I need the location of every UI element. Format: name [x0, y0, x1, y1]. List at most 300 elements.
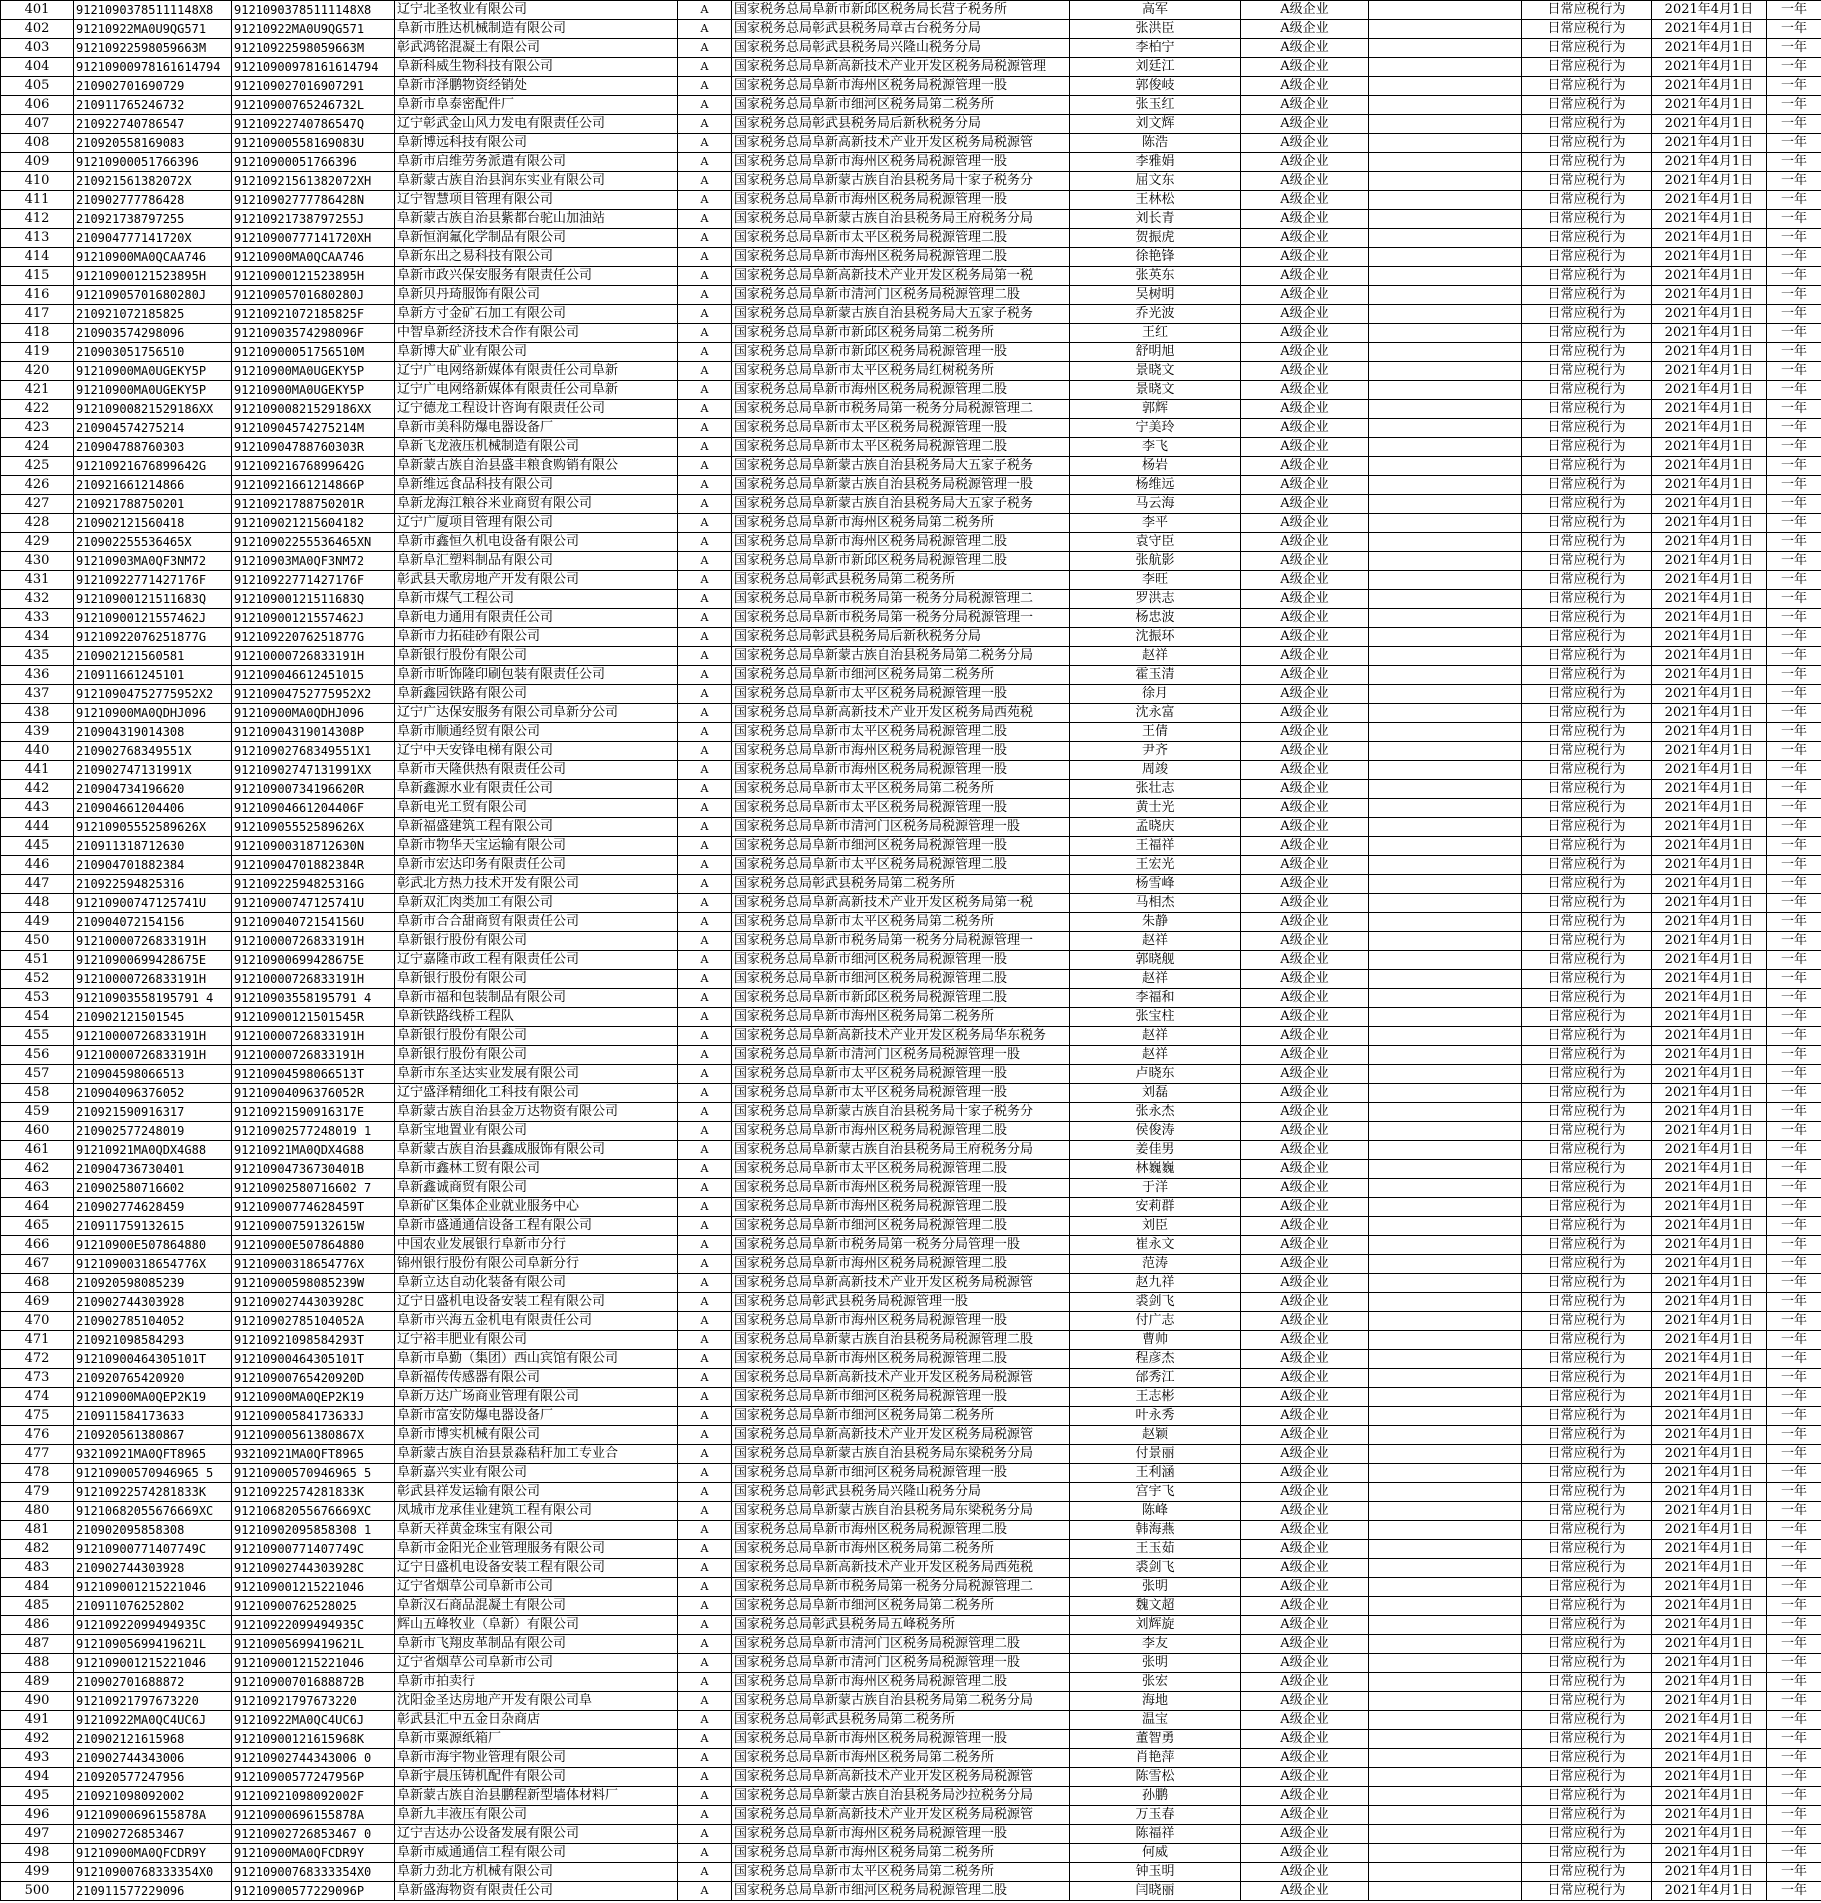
table-row: [1, 799, 1821, 818]
credit-code-cell: 91210921797673220: [232, 1692, 395, 1711]
empty-cell: [1369, 248, 1522, 267]
row-number-cell: 439: [1, 723, 74, 742]
company-name-cell: 阜新市阜泰密配件厂: [395, 96, 678, 115]
table-row: [1, 761, 1821, 780]
company-name-cell: 阜新蒙古族自治县润东实业有限公司: [395, 172, 678, 191]
credit-level-cell: A级企业: [1241, 1426, 1369, 1445]
company-name-cell: 阜新市福和包装制品有限公司: [395, 989, 678, 1008]
contact-person-cell: 黄士光: [1070, 799, 1241, 818]
tax-behavior-cell: 日常应税行为: [1522, 1369, 1652, 1388]
row-number-cell: 437: [1, 685, 74, 704]
tax-behavior-cell: 日常应税行为: [1522, 1426, 1652, 1445]
grade-letter-cell: A: [678, 742, 732, 761]
tax-behavior-cell: 日常应税行为: [1522, 647, 1652, 666]
effective-date-cell: 2021年4月1日: [1652, 248, 1767, 267]
company-name-cell: 阜新电力通用有限责任公司: [395, 609, 678, 628]
old-tax-id-cell: 210902577248019: [74, 1122, 232, 1141]
validity-period-cell: 一年: [1767, 1692, 1821, 1711]
tax-bureau-cell: 国家税务总局彰武县税务局章古台税务分局: [732, 20, 1070, 39]
credit-level-cell: A级企业: [1241, 1806, 1369, 1825]
validity-period-cell: 一年: [1767, 1103, 1821, 1122]
effective-date-cell: 2021年4月1日: [1652, 1008, 1767, 1027]
grade-letter-cell: A: [678, 1084, 732, 1103]
contact-person-cell: 范涛: [1070, 1255, 1241, 1274]
effective-date-cell: 2021年4月1日: [1652, 1464, 1767, 1483]
validity-period-cell: 一年: [1767, 1578, 1821, 1597]
empty-cell: [1369, 381, 1522, 400]
tax-behavior-cell: 日常应税行为: [1522, 1008, 1652, 1027]
company-name-cell: 阜新市美科防爆电器设备厂: [395, 419, 678, 438]
effective-date-cell: 2021年4月1日: [1652, 305, 1767, 324]
credit-code-cell: 912109001215221046: [232, 1654, 395, 1673]
old-tax-id-cell: 91210900768333354X0: [74, 1863, 232, 1882]
empty-cell: [1369, 58, 1522, 77]
credit-level-cell: A级企业: [1241, 400, 1369, 419]
table-row: [1, 1255, 1821, 1274]
old-tax-id-cell: 210921098092002: [74, 1787, 232, 1806]
grade-letter-cell: A: [678, 628, 732, 647]
tax-behavior-cell: 日常应税行为: [1522, 39, 1652, 58]
row-number-cell: 418: [1, 324, 74, 343]
effective-date-cell: 2021年4月1日: [1652, 780, 1767, 799]
tax-bureau-cell: 国家税务总局阜新市太平区税务局税源管理二股: [732, 229, 1070, 248]
tax-bureau-cell: 国家税务总局阜新市海州区税务局第二税务所: [732, 1844, 1070, 1863]
grade-letter-cell: A: [678, 229, 732, 248]
contact-person-cell: 裘剑飞: [1070, 1293, 1241, 1312]
credit-code-cell: 91210902580716602 7: [232, 1179, 395, 1198]
grade-letter-cell: A: [678, 1445, 732, 1464]
empty-cell: [1369, 1160, 1522, 1179]
validity-period-cell: 一年: [1767, 856, 1821, 875]
credit-code-cell: 91210900318712630N: [232, 837, 395, 856]
old-tax-id-cell: 210902744303928: [74, 1293, 232, 1312]
contact-person-cell: 裘剑飞: [1070, 1559, 1241, 1578]
contact-person-cell: 温宝: [1070, 1711, 1241, 1730]
old-tax-id-cell: 210911759132615: [74, 1217, 232, 1236]
table-row: [1, 1122, 1821, 1141]
tax-bureau-cell: 国家税务总局阜新蒙古族自治县税务局大五家子税务: [732, 305, 1070, 324]
empty-cell: [1369, 362, 1522, 381]
old-tax-id-cell: 210904734196620: [74, 780, 232, 799]
effective-date-cell: 2021年4月1日: [1652, 1331, 1767, 1350]
credit-code-cell: 91210921098584293T: [232, 1331, 395, 1350]
old-tax-id-cell: 210922740786547: [74, 115, 232, 134]
effective-date-cell: 2021年4月1日: [1652, 1863, 1767, 1882]
contact-person-cell: 张明: [1070, 1654, 1241, 1673]
tax-behavior-cell: 日常应税行为: [1522, 96, 1652, 115]
row-number-cell: 466: [1, 1236, 74, 1255]
credit-code-cell: 91210900121511683Q: [232, 590, 395, 609]
company-name-cell: 彰武北方热力技术开发有限公司: [395, 875, 678, 894]
empty-cell: [1369, 20, 1522, 39]
company-name-cell: 阜新龙海江粮谷米业商贸有限公司: [395, 495, 678, 514]
tax-behavior-cell: 日常应税行为: [1522, 1635, 1652, 1654]
effective-date-cell: 2021年4月1日: [1652, 400, 1767, 419]
contact-person-cell: 陈福祥: [1070, 1825, 1241, 1844]
tax-behavior-cell: 日常应税行为: [1522, 1350, 1652, 1369]
grade-letter-cell: A: [678, 1103, 732, 1122]
contact-person-cell: 于洋: [1070, 1179, 1241, 1198]
empty-cell: [1369, 780, 1522, 799]
credit-level-cell: A级企业: [1241, 1882, 1369, 1901]
table-row: [1, 1616, 1821, 1635]
tax-behavior-cell: 日常应税行为: [1522, 571, 1652, 590]
validity-period-cell: 一年: [1767, 1616, 1821, 1635]
company-name-cell: 阜新市启维劳务派遣有限公司: [395, 153, 678, 172]
empty-cell: [1369, 1787, 1522, 1806]
tax-bureau-cell: 国家税务总局阜新市海州区税务局税源管理二股: [732, 533, 1070, 552]
credit-level-cell: A级企业: [1241, 210, 1369, 229]
row-number-cell: 402: [1, 20, 74, 39]
contact-person-cell: 崔永文: [1070, 1236, 1241, 1255]
grade-letter-cell: A: [678, 1616, 732, 1635]
contact-person-cell: 李飞: [1070, 438, 1241, 457]
old-tax-id-cell: 91210922771427176F: [74, 571, 232, 590]
company-name-cell: 阜新九丰液压有限公司: [395, 1806, 678, 1825]
grade-letter-cell: A: [678, 1274, 732, 1293]
grade-letter-cell: A: [678, 894, 732, 913]
contact-person-cell: 朱静: [1070, 913, 1241, 932]
empty-cell: [1369, 1217, 1522, 1236]
company-name-cell: 辽宁省烟草公司阜新市公司: [395, 1578, 678, 1597]
contact-person-cell: 高军: [1070, 1, 1241, 20]
row-number-cell: 488: [1, 1654, 74, 1673]
validity-period-cell: 一年: [1767, 1388, 1821, 1407]
grade-letter-cell: A: [678, 1160, 732, 1179]
effective-date-cell: 2021年4月1日: [1652, 1578, 1767, 1597]
contact-person-cell: 李雅娟: [1070, 153, 1241, 172]
old-tax-id-cell: 91210904752775952X2: [74, 685, 232, 704]
validity-period-cell: 一年: [1767, 1635, 1821, 1654]
effective-date-cell: 2021年4月1日: [1652, 1673, 1767, 1692]
row-number-cell: 478: [1, 1464, 74, 1483]
validity-period-cell: 一年: [1767, 818, 1821, 837]
validity-period-cell: 一年: [1767, 552, 1821, 571]
table-row: [1, 172, 1821, 191]
credit-code-cell: 91210922771427176F: [232, 571, 395, 590]
row-number-cell: 420: [1, 362, 74, 381]
company-name-cell: 阜新市力拓硅砂有限公司: [395, 628, 678, 647]
contact-person-cell: 刘长青: [1070, 210, 1241, 229]
empty-cell: [1369, 77, 1522, 96]
effective-date-cell: 2021年4月1日: [1652, 1426, 1767, 1445]
company-name-cell: 辽宁北圣牧业有限公司: [395, 1, 678, 20]
contact-person-cell: 王玉茹: [1070, 1540, 1241, 1559]
table-row: [1, 438, 1821, 457]
effective-date-cell: 2021年4月1日: [1652, 1787, 1767, 1806]
empty-cell: [1369, 1445, 1522, 1464]
table-row: [1, 818, 1821, 837]
tax-bureau-cell: 国家税务总局阜新蒙古族自治县税务局税源管理二股: [732, 1331, 1070, 1350]
empty-cell: [1369, 704, 1522, 723]
old-tax-id-cell: 210920577247956: [74, 1768, 232, 1787]
effective-date-cell: 2021年4月1日: [1652, 1730, 1767, 1749]
effective-date-cell: 2021年4月1日: [1652, 1540, 1767, 1559]
table-row: [1, 1844, 1821, 1863]
empty-cell: [1369, 229, 1522, 248]
old-tax-id-cell: 210921738797255: [74, 210, 232, 229]
grade-letter-cell: A: [678, 932, 732, 951]
empty-cell: [1369, 685, 1522, 704]
contact-person-cell: 孙鹏: [1070, 1787, 1241, 1806]
grade-letter-cell: A: [678, 305, 732, 324]
tax-bureau-cell: 国家税务总局阜新市太平区税务局第二税务所: [732, 780, 1070, 799]
tax-bureau-cell: 国家税务总局阜新蒙古族自治县税务局沙拉税务分局: [732, 1787, 1070, 1806]
contact-person-cell: 袁守臣: [1070, 533, 1241, 552]
tax-behavior-cell: 日常应税行为: [1522, 533, 1652, 552]
validity-period-cell: 一年: [1767, 1863, 1821, 1882]
tax-bureau-cell: 国家税务总局阜新市太平区税务局税源管理二股: [732, 723, 1070, 742]
company-name-cell: 阜新市物华天宝运输有限公司: [395, 837, 678, 856]
credit-code-cell: 91210904736730401B: [232, 1160, 395, 1179]
table-row: [1, 533, 1821, 552]
grade-letter-cell: A: [678, 761, 732, 780]
contact-person-cell: 张宏: [1070, 1673, 1241, 1692]
row-number-cell: 431: [1, 571, 74, 590]
credit-level-cell: A级企业: [1241, 1768, 1369, 1787]
company-name-cell: 阜新市宏达印务有限责任公司: [395, 856, 678, 875]
effective-date-cell: 2021年4月1日: [1652, 1350, 1767, 1369]
tax-bureau-cell: 国家税务总局阜新高新技术产业开发区税务局西苑税: [732, 1559, 1070, 1578]
contact-person-cell: 徐月: [1070, 685, 1241, 704]
company-name-cell: 阜新蒙古族自治县金万达物资有限公司: [395, 1103, 678, 1122]
table-row: [1, 134, 1821, 153]
company-name-cell: 中国农业发展银行阜新市分行: [395, 1236, 678, 1255]
grade-letter-cell: A: [678, 20, 732, 39]
empty-cell: [1369, 1692, 1522, 1711]
table-row: [1, 1331, 1821, 1350]
credit-code-cell: 91210902744343006 0: [232, 1749, 395, 1768]
company-name-cell: 阜新市胜达机械制造有限公司: [395, 20, 678, 39]
credit-level-cell: A级企业: [1241, 1464, 1369, 1483]
effective-date-cell: 2021年4月1日: [1652, 1654, 1767, 1673]
validity-period-cell: 一年: [1767, 742, 1821, 761]
table-row: [1, 514, 1821, 533]
contact-person-cell: 张英东: [1070, 267, 1241, 286]
credit-code-cell: 91210902255536465XN: [232, 533, 395, 552]
tax-behavior-cell: 日常应税行为: [1522, 305, 1652, 324]
tax-bureau-cell: 国家税务总局阜新高新技术产业开发区税务局税源管: [732, 1768, 1070, 1787]
empty-cell: [1369, 1, 1522, 20]
credit-code-cell: 91210900MA0QFCDR9Y: [232, 1844, 395, 1863]
contact-person-cell: 周竣: [1070, 761, 1241, 780]
row-number-cell: 414: [1, 248, 74, 267]
grade-letter-cell: A: [678, 1369, 732, 1388]
company-name-cell: 阜新蒙古族自治县鑫成服饰有限公司: [395, 1141, 678, 1160]
old-tax-id-cell: 210902777786428: [74, 191, 232, 210]
old-tax-id-cell: 210921098584293: [74, 1331, 232, 1350]
credit-code-cell: 91210921590916317E: [232, 1103, 395, 1122]
tax-bureau-cell: 国家税务总局阜新市海州区税务局税源管理二股: [732, 1521, 1070, 1540]
credit-code-cell: 912109001215221046: [232, 1578, 395, 1597]
table-row: [1, 1502, 1821, 1521]
row-number-cell: 401: [1, 1, 74, 20]
tax-bureau-cell: 国家税务总局阜新蒙古族自治县税务局王府税务分局: [732, 1141, 1070, 1160]
company-name-cell: 阜新市政兴保安服务有限责任公司: [395, 267, 678, 286]
company-name-cell: 阜新立达自动化装备有限公司: [395, 1274, 678, 1293]
credit-code-cell: 91210902777786428N: [232, 191, 395, 210]
validity-period-cell: 一年: [1767, 1749, 1821, 1768]
contact-person-cell: 王倩: [1070, 723, 1241, 742]
credit-code-cell: 91210900051756510M: [232, 343, 395, 362]
old-tax-id-cell: 210902747131991X: [74, 761, 232, 780]
effective-date-cell: 2021年4月1日: [1652, 1597, 1767, 1616]
tax-behavior-cell: 日常应税行为: [1522, 989, 1652, 1008]
tax-behavior-cell: 日常应税行为: [1522, 1407, 1652, 1426]
contact-person-cell: 卢晓东: [1070, 1065, 1241, 1084]
row-number-cell: 460: [1, 1122, 74, 1141]
credit-code-cell: 91210900577247956P: [232, 1768, 395, 1787]
old-tax-id-cell: 91210900121557462J: [74, 609, 232, 628]
effective-date-cell: 2021年4月1日: [1652, 1844, 1767, 1863]
contact-person-cell: 张宝柱: [1070, 1008, 1241, 1027]
tax-behavior-cell: 日常应税行为: [1522, 267, 1652, 286]
validity-period-cell: 一年: [1767, 495, 1821, 514]
table-row: [1, 495, 1821, 514]
empty-cell: [1369, 1464, 1522, 1483]
empty-cell: [1369, 970, 1522, 989]
old-tax-id-cell: 91210905699419621L: [74, 1635, 232, 1654]
tax-bureau-cell: 国家税务总局阜新市海州区税务局税源管理一股: [732, 761, 1070, 780]
effective-date-cell: 2021年4月1日: [1652, 1502, 1767, 1521]
row-number-cell: 434: [1, 628, 74, 647]
validity-period-cell: 一年: [1767, 1787, 1821, 1806]
validity-period-cell: 一年: [1767, 894, 1821, 913]
effective-date-cell: 2021年4月1日: [1652, 153, 1767, 172]
empty-cell: [1369, 1274, 1522, 1293]
tax-behavior-cell: 日常应税行为: [1522, 1312, 1652, 1331]
credit-code-cell: 91210921MA0QDX4G88: [232, 1141, 395, 1160]
empty-cell: [1369, 989, 1522, 1008]
validity-period-cell: 一年: [1767, 286, 1821, 305]
validity-period-cell: 一年: [1767, 1065, 1821, 1084]
credit-code-cell: 91210900558169083U: [232, 134, 395, 153]
contact-person-cell: 沈永富: [1070, 704, 1241, 723]
table-row: [1, 932, 1821, 951]
credit-level-cell: A级企业: [1241, 1673, 1369, 1692]
row-number-cell: 483: [1, 1559, 74, 1578]
contact-person-cell: 陈峰: [1070, 1502, 1241, 1521]
contact-person-cell: 付广志: [1070, 1312, 1241, 1331]
contact-person-cell: 王林松: [1070, 191, 1241, 210]
credit-code-cell: 91210903MA0QF3NM72: [232, 552, 395, 571]
credit-level-cell: A级企业: [1241, 267, 1369, 286]
credit-level-cell: A级企业: [1241, 1274, 1369, 1293]
empty-cell: [1369, 552, 1522, 571]
grade-letter-cell: A: [678, 267, 732, 286]
contact-person-cell: 杨岩: [1070, 457, 1241, 476]
company-name-cell: 阜新博大矿业有限公司: [395, 343, 678, 362]
effective-date-cell: 2021年4月1日: [1652, 1065, 1767, 1084]
row-number-cell: 497: [1, 1825, 74, 1844]
empty-cell: [1369, 647, 1522, 666]
contact-person-cell: 尹齐: [1070, 742, 1241, 761]
empty-cell: [1369, 1559, 1522, 1578]
effective-date-cell: 2021年4月1日: [1652, 742, 1767, 761]
tax-behavior-cell: 日常应税行为: [1522, 1863, 1652, 1882]
row-number-cell: 412: [1, 210, 74, 229]
credit-level-cell: A级企业: [1241, 1559, 1369, 1578]
empty-cell: [1369, 495, 1522, 514]
contact-person-cell: 安莉群: [1070, 1198, 1241, 1217]
tax-behavior-cell: 日常应税行为: [1522, 856, 1652, 875]
empty-cell: [1369, 1521, 1522, 1540]
tax-behavior-cell: 日常应税行为: [1522, 913, 1652, 932]
tax-behavior-cell: 日常应税行为: [1522, 1331, 1652, 1350]
validity-period-cell: 一年: [1767, 1597, 1821, 1616]
grade-letter-cell: A: [678, 1, 732, 20]
tax-bureau-cell: 国家税务总局阜新市细河区税务局税源管理二股: [732, 1217, 1070, 1236]
tax-behavior-cell: 日常应税行为: [1522, 1711, 1652, 1730]
tax-behavior-cell: 日常应税行为: [1522, 343, 1652, 362]
old-tax-id-cell: 91210921MA0QDX4G88: [74, 1141, 232, 1160]
tax-behavior-cell: 日常应税行为: [1522, 1806, 1652, 1825]
row-number-cell: 407: [1, 115, 74, 134]
row-number-cell: 419: [1, 343, 74, 362]
company-name-cell: 阜新市鑫恒久机电设备有限公司: [395, 533, 678, 552]
row-number-cell: 445: [1, 837, 74, 856]
row-number-cell: 454: [1, 1008, 74, 1027]
table-row: [1, 1065, 1821, 1084]
tax-bureau-cell: 国家税务总局阜新市细河区税务局第二税务所: [732, 666, 1070, 685]
credit-level-cell: A级企业: [1241, 286, 1369, 305]
old-tax-id-cell: 210911584173633: [74, 1407, 232, 1426]
row-number-cell: 461: [1, 1141, 74, 1160]
contact-person-cell: 马相杰: [1070, 894, 1241, 913]
grade-letter-cell: A: [678, 1388, 732, 1407]
row-number-cell: 481: [1, 1521, 74, 1540]
tax-behavior-cell: 日常应税行为: [1522, 381, 1652, 400]
empty-cell: [1369, 1312, 1522, 1331]
tax-behavior-cell: 日常应税行为: [1522, 229, 1652, 248]
tax-behavior-cell: 日常应税行为: [1522, 1464, 1652, 1483]
effective-date-cell: 2021年4月1日: [1652, 894, 1767, 913]
credit-level-cell: A级企业: [1241, 628, 1369, 647]
validity-period-cell: 一年: [1767, 343, 1821, 362]
contact-person-cell: 张玉红: [1070, 96, 1241, 115]
row-number-cell: 498: [1, 1844, 74, 1863]
contact-person-cell: 刘文辉: [1070, 115, 1241, 134]
contact-person-cell: 景晓文: [1070, 381, 1241, 400]
credit-code-cell: 91210000726833191H: [232, 1046, 395, 1065]
contact-person-cell: 郭俊岐: [1070, 77, 1241, 96]
table-row: [1, 970, 1821, 989]
contact-person-cell: 宁美玲: [1070, 419, 1241, 438]
company-name-cell: 阜新维远食品科技有限公司: [395, 476, 678, 495]
credit-level-cell: A级企业: [1241, 1065, 1369, 1084]
old-tax-id-cell: 912109001215221046: [74, 1654, 232, 1673]
table-row: [1, 1046, 1821, 1065]
grade-letter-cell: A: [678, 1407, 732, 1426]
grade-letter-cell: A: [678, 1730, 732, 1749]
empty-cell: [1369, 115, 1522, 134]
table-row: [1, 856, 1821, 875]
grade-letter-cell: A: [678, 590, 732, 609]
empty-cell: [1369, 1103, 1522, 1122]
effective-date-cell: 2021年4月1日: [1652, 1255, 1767, 1274]
validity-period-cell: 一年: [1767, 1445, 1821, 1464]
row-number-cell: 463: [1, 1179, 74, 1198]
credit-level-cell: A级企业: [1241, 552, 1369, 571]
row-number-cell: 458: [1, 1084, 74, 1103]
credit-code-cell: 91210900577229096P: [232, 1882, 395, 1901]
tax-behavior-cell: 日常应税行为: [1522, 1027, 1652, 1046]
contact-person-cell: 景晓文: [1070, 362, 1241, 381]
credit-level-cell: A级企业: [1241, 761, 1369, 780]
old-tax-id-cell: 210904096376052: [74, 1084, 232, 1103]
credit-code-cell: 91210900699428675E: [232, 951, 395, 970]
credit-level-cell: A级企业: [1241, 1331, 1369, 1350]
